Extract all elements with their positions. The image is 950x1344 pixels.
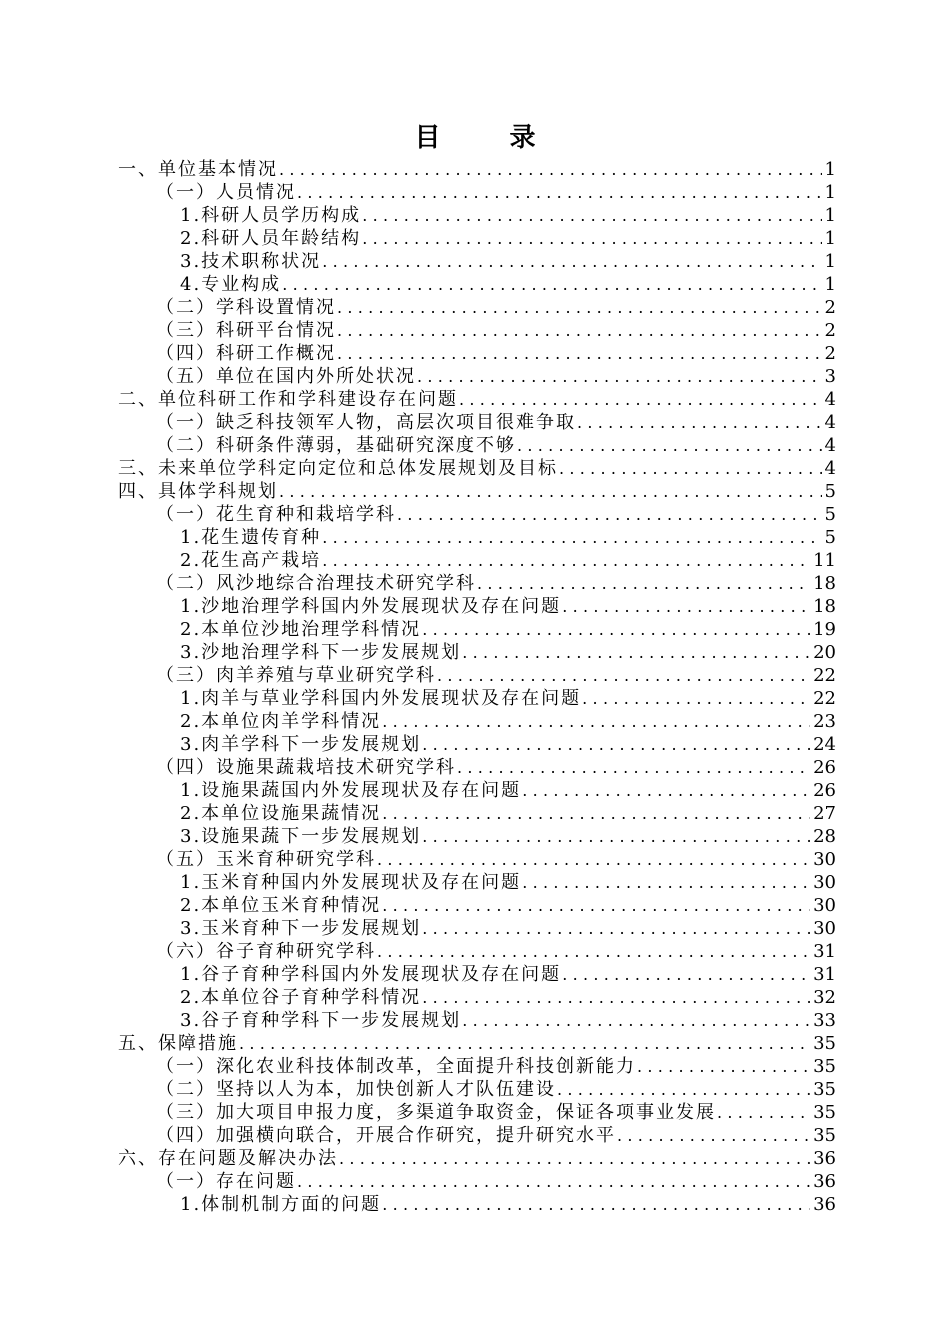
- toc-entry[interactable]: [118, 1147, 836, 1170]
- dot-leader: [517, 434, 822, 457]
- toc-entry-page-number: 36: [813, 1148, 836, 1169]
- toc-entry[interactable]: [118, 572, 836, 595]
- toc-entry-title: 1.科研人员学历构成: [180, 205, 362, 226]
- toc-entry[interactable]: [118, 917, 836, 940]
- dot-leader: [337, 319, 822, 342]
- dot-leader: [382, 710, 810, 733]
- dot-leader: [377, 940, 810, 963]
- toc-entry-title: 1.谷子育种学科国内外发展现状及存在问题: [180, 964, 562, 985]
- toc-entry-title: 4.专业构成: [180, 274, 282, 295]
- toc-entry[interactable]: [118, 1193, 836, 1216]
- toc-entry[interactable]: [118, 756, 836, 779]
- dot-leader: [422, 986, 810, 1009]
- toc-entry[interactable]: [118, 664, 836, 687]
- toc-entry[interactable]: [118, 894, 836, 917]
- dot-leader: [279, 158, 822, 181]
- toc-entry[interactable]: [118, 687, 836, 710]
- toc-entry-title: 1.体制机制方面的问题: [180, 1194, 382, 1215]
- toc-entry[interactable]: [118, 549, 836, 572]
- toc-entry-title: （四）设施果蔬栽培技术研究学科: [156, 757, 456, 778]
- toc-entry-page-number: 30: [813, 895, 836, 916]
- dot-leader: [557, 1078, 810, 1101]
- toc-entry-page-number: 26: [813, 757, 836, 778]
- toc-entry-page-number: 5: [824, 504, 836, 525]
- toc-entry-title: 3.技术职称状况: [180, 251, 322, 272]
- toc-entry-page-number: 28: [813, 826, 836, 847]
- toc-list: [118, 158, 836, 1216]
- toc-entry[interactable]: [118, 986, 836, 1009]
- toc-entry-page-number: 4: [824, 458, 836, 479]
- toc-entry-title: 3.沙地治理学科下一步发展规划: [180, 642, 462, 663]
- toc-entry-title: 3.设施果蔬下一步发展规划: [180, 826, 422, 847]
- toc-entry-page-number: 27: [813, 803, 836, 824]
- toc-entry-title: 六、存在问题及解决办法: [118, 1148, 338, 1169]
- dot-leader: [279, 480, 822, 503]
- dot-leader: [559, 457, 822, 480]
- toc-entry[interactable]: [118, 526, 836, 549]
- toc-entry[interactable]: [118, 158, 836, 181]
- toc-entry[interactable]: [118, 733, 836, 756]
- toc-entry-page-number: 36: [813, 1171, 836, 1192]
- dot-leader: [582, 687, 810, 710]
- toc-entry-page-number: 22: [813, 688, 836, 709]
- toc-entry-title: 1.肉羊与草业学科国内外发展现状及存在问题: [180, 688, 582, 709]
- toc-entry-title: 四、具体学科规划: [118, 481, 278, 502]
- toc-entry-page-number: 18: [813, 596, 836, 617]
- dot-leader: [382, 1193, 810, 1216]
- toc-entry-page-number: 19: [813, 619, 836, 640]
- dot-leader: [397, 503, 822, 526]
- dot-leader: [637, 1055, 810, 1078]
- toc-entry-page-number: 31: [813, 964, 836, 985]
- toc-entry[interactable]: [118, 411, 836, 434]
- dot-leader: [462, 1009, 810, 1032]
- toc-entry-title: 1.沙地治理学科国内外发展现状及存在问题: [180, 596, 562, 617]
- toc-entry-page-number: 30: [813, 872, 836, 893]
- toc-entry-page-number: 11: [813, 550, 836, 571]
- toc-entry-title: 3.谷子育种学科下一步发展规划: [180, 1010, 462, 1031]
- dot-leader: [617, 1124, 810, 1147]
- toc-entry-page-number: 35: [813, 1102, 836, 1123]
- toc-entry-title: 2.花生高产栽培: [180, 550, 322, 571]
- page-title: 目 录: [414, 123, 566, 153]
- toc-entry[interactable]: [118, 1170, 836, 1193]
- toc-entry[interactable]: [118, 1078, 836, 1101]
- toc-entry-title: （二）风沙地综合治理技术研究学科: [156, 573, 476, 594]
- toc-entry-page-number: 31: [813, 941, 836, 962]
- toc-entry-page-number: 5: [824, 481, 836, 502]
- toc-entry[interactable]: [118, 871, 836, 894]
- dot-leader: [437, 664, 810, 687]
- toc-entry-page-number: 3: [824, 366, 836, 387]
- toc-entry[interactable]: [118, 319, 836, 342]
- dot-leader: [377, 848, 810, 871]
- toc-entry-title: （四）科研工作概况: [156, 343, 336, 364]
- toc-entry-page-number: 1: [824, 251, 836, 272]
- toc-entry-title: （二）科研条件薄弱，基础研究深度不够: [156, 435, 516, 456]
- toc-entry-title: 三、未来单位学科定向定位和总体发展规划及目标: [118, 458, 558, 479]
- toc-entry-page-number: 24: [813, 734, 836, 755]
- dot-leader: [459, 388, 822, 411]
- toc-entry[interactable]: [118, 1055, 836, 1078]
- toc-entry-page-number: 35: [813, 1056, 836, 1077]
- toc-entry-page-number: 35: [813, 1125, 836, 1146]
- toc-entry[interactable]: [118, 940, 836, 963]
- toc-entry-page-number: 4: [824, 412, 836, 433]
- toc-entry-title: （二）坚持以人为本，加快创新人才队伍建设: [156, 1079, 556, 1100]
- toc-entry-title: （三）加大项目申报力度，多渠道争取资金，保证各项事业发展: [156, 1102, 716, 1123]
- dot-leader: [422, 825, 810, 848]
- dot-leader: [239, 1032, 810, 1055]
- toc-entry-title: 2.本单位沙地治理学科情况: [180, 619, 422, 640]
- toc-entry[interactable]: [118, 388, 836, 411]
- toc-entry-title: （五）玉米育种研究学科: [156, 849, 376, 870]
- dot-leader: [322, 526, 821, 549]
- toc-entry[interactable]: [118, 503, 836, 526]
- toc-entry[interactable]: [118, 250, 836, 273]
- dot-leader: [522, 779, 810, 802]
- toc-entry-title: 3.玉米育种下一步发展规划: [180, 918, 422, 939]
- toc-entry-page-number: 1: [824, 159, 836, 180]
- toc-entry-page-number: 2: [824, 297, 836, 318]
- dot-leader: [362, 227, 821, 250]
- dot-leader: [522, 871, 810, 894]
- toc-entry-title: 1.玉米育种国内外发展现状及存在问题: [180, 872, 522, 893]
- toc-entry-title: （一）缺乏科技领军人物，高层次项目很难争取: [156, 412, 576, 433]
- dot-leader: [337, 342, 822, 365]
- toc-entry[interactable]: [118, 779, 836, 802]
- toc-entry-title: （三）科研平台情况: [156, 320, 336, 341]
- toc-entry-title: 1.花生遗传育种: [180, 527, 322, 548]
- toc-entry-page-number: 1: [824, 274, 836, 295]
- toc-entry-title: （一）深化农业科技体制改革，全面提升科技创新能力: [156, 1056, 636, 1077]
- dot-leader: [457, 756, 810, 779]
- toc-entry[interactable]: [118, 296, 836, 319]
- toc-entry-page-number: 22: [813, 665, 836, 686]
- toc-entry-title: （二）学科设置情况: [156, 297, 336, 318]
- toc-entry[interactable]: [118, 710, 836, 733]
- toc-entry-page-number: 30: [813, 918, 836, 939]
- dot-leader: [422, 618, 810, 641]
- dot-leader: [562, 963, 810, 986]
- dot-leader: [362, 204, 821, 227]
- toc-entry[interactable]: [118, 595, 836, 618]
- toc-entry-page-number: 30: [813, 849, 836, 870]
- toc-entry-page-number: 23: [813, 711, 836, 732]
- toc-entry-title: （五）单位在国内外所处状况: [156, 366, 416, 387]
- toc-entry[interactable]: [118, 802, 836, 825]
- dot-leader: [297, 1170, 810, 1193]
- toc-entry-page-number: 1: [824, 228, 836, 249]
- toc-entry-title: （一）存在问题: [156, 1171, 296, 1192]
- toc-entry[interactable]: [118, 204, 836, 227]
- toc-entry-page-number: 18: [813, 573, 836, 594]
- dot-leader: [562, 595, 810, 618]
- toc-entry-title: 3.肉羊学科下一步发展规划: [180, 734, 422, 755]
- toc-entry[interactable]: [118, 1009, 836, 1032]
- toc-entry-title: 2.本单位谷子育种学科情况: [180, 987, 422, 1008]
- dot-leader: [417, 365, 822, 388]
- toc-entry[interactable]: [118, 963, 836, 986]
- toc-entry-title: 一、单位基本情况: [118, 159, 278, 180]
- toc-entry-title: 1.设施果蔬国内外发展现状及存在问题: [180, 780, 522, 801]
- dot-leader: [477, 572, 810, 595]
- toc-entry-page-number: 20: [813, 642, 836, 663]
- toc-entry[interactable]: [118, 1101, 836, 1124]
- dot-leader: [577, 411, 822, 434]
- dot-leader: [422, 917, 810, 940]
- dot-leader: [382, 802, 810, 825]
- toc-entry[interactable]: [118, 227, 836, 250]
- dot-leader: [382, 894, 810, 917]
- toc-entry[interactable]: [118, 825, 836, 848]
- toc-entry[interactable]: [118, 618, 836, 641]
- toc-entry-page-number: 1: [824, 205, 836, 226]
- toc-entry-page-number: 36: [813, 1194, 836, 1215]
- dot-leader: [462, 641, 810, 664]
- dot-leader: [717, 1101, 810, 1124]
- dot-leader: [337, 296, 822, 319]
- toc-entry[interactable]: [118, 848, 836, 871]
- dot-leader: [339, 1147, 810, 1170]
- toc-entry-title: 2.科研人员年龄结构: [180, 228, 362, 249]
- toc-entry-page-number: 35: [813, 1033, 836, 1054]
- toc-entry-page-number: 5: [824, 527, 836, 548]
- toc-entry-title: 2.本单位肉羊学科情况: [180, 711, 382, 732]
- toc-entry[interactable]: [118, 457, 836, 480]
- toc-entry-title: （六）谷子育种研究学科: [156, 941, 376, 962]
- toc-entry-title: （四）加强横向联合，开展合作研究，提升研究水平: [156, 1125, 616, 1146]
- toc-entry-title: 二、单位科研工作和学科建设存在问题: [118, 389, 458, 410]
- toc-entry-title: （三）肉羊养殖与草业研究学科: [156, 665, 436, 686]
- dot-leader: [282, 273, 821, 296]
- toc-entry-page-number: 2: [824, 320, 836, 341]
- toc-entry-title: 五、保障措施: [118, 1033, 238, 1054]
- toc-entry[interactable]: [118, 273, 836, 296]
- toc-entry-title: （一）花生育种和栽培学科: [156, 504, 396, 525]
- dot-leader: [422, 733, 810, 756]
- toc-entry-page-number: 33: [813, 1010, 836, 1031]
- toc-entry-page-number: 2: [824, 343, 836, 364]
- toc-entry[interactable]: [118, 641, 836, 664]
- dot-leader: [322, 549, 810, 572]
- toc-entry[interactable]: [118, 1032, 836, 1055]
- toc-entry-page-number: 32: [813, 987, 836, 1008]
- toc-entry[interactable]: [118, 181, 836, 204]
- dot-leader: [322, 250, 821, 273]
- toc-entry[interactable]: [118, 480, 836, 503]
- toc-entry-title: （一）人员情况: [156, 182, 296, 203]
- toc-entry-title: 2.本单位设施果蔬情况: [180, 803, 382, 824]
- dot-leader: [297, 181, 822, 204]
- toc-entry[interactable]: [118, 365, 836, 388]
- toc-entry-page-number: 26: [813, 780, 836, 801]
- toc-entry-page-number: 4: [824, 435, 836, 456]
- toc-entry-page-number: 1: [824, 182, 836, 203]
- toc-entry-title: 2.本单位玉米育种情况: [180, 895, 382, 916]
- toc-entry-page-number: 4: [824, 389, 836, 410]
- toc-entry[interactable]: [118, 1124, 836, 1147]
- toc-entry[interactable]: [118, 434, 836, 457]
- toc-entry[interactable]: [118, 342, 836, 365]
- toc-entry-page-number: 35: [813, 1079, 836, 1100]
